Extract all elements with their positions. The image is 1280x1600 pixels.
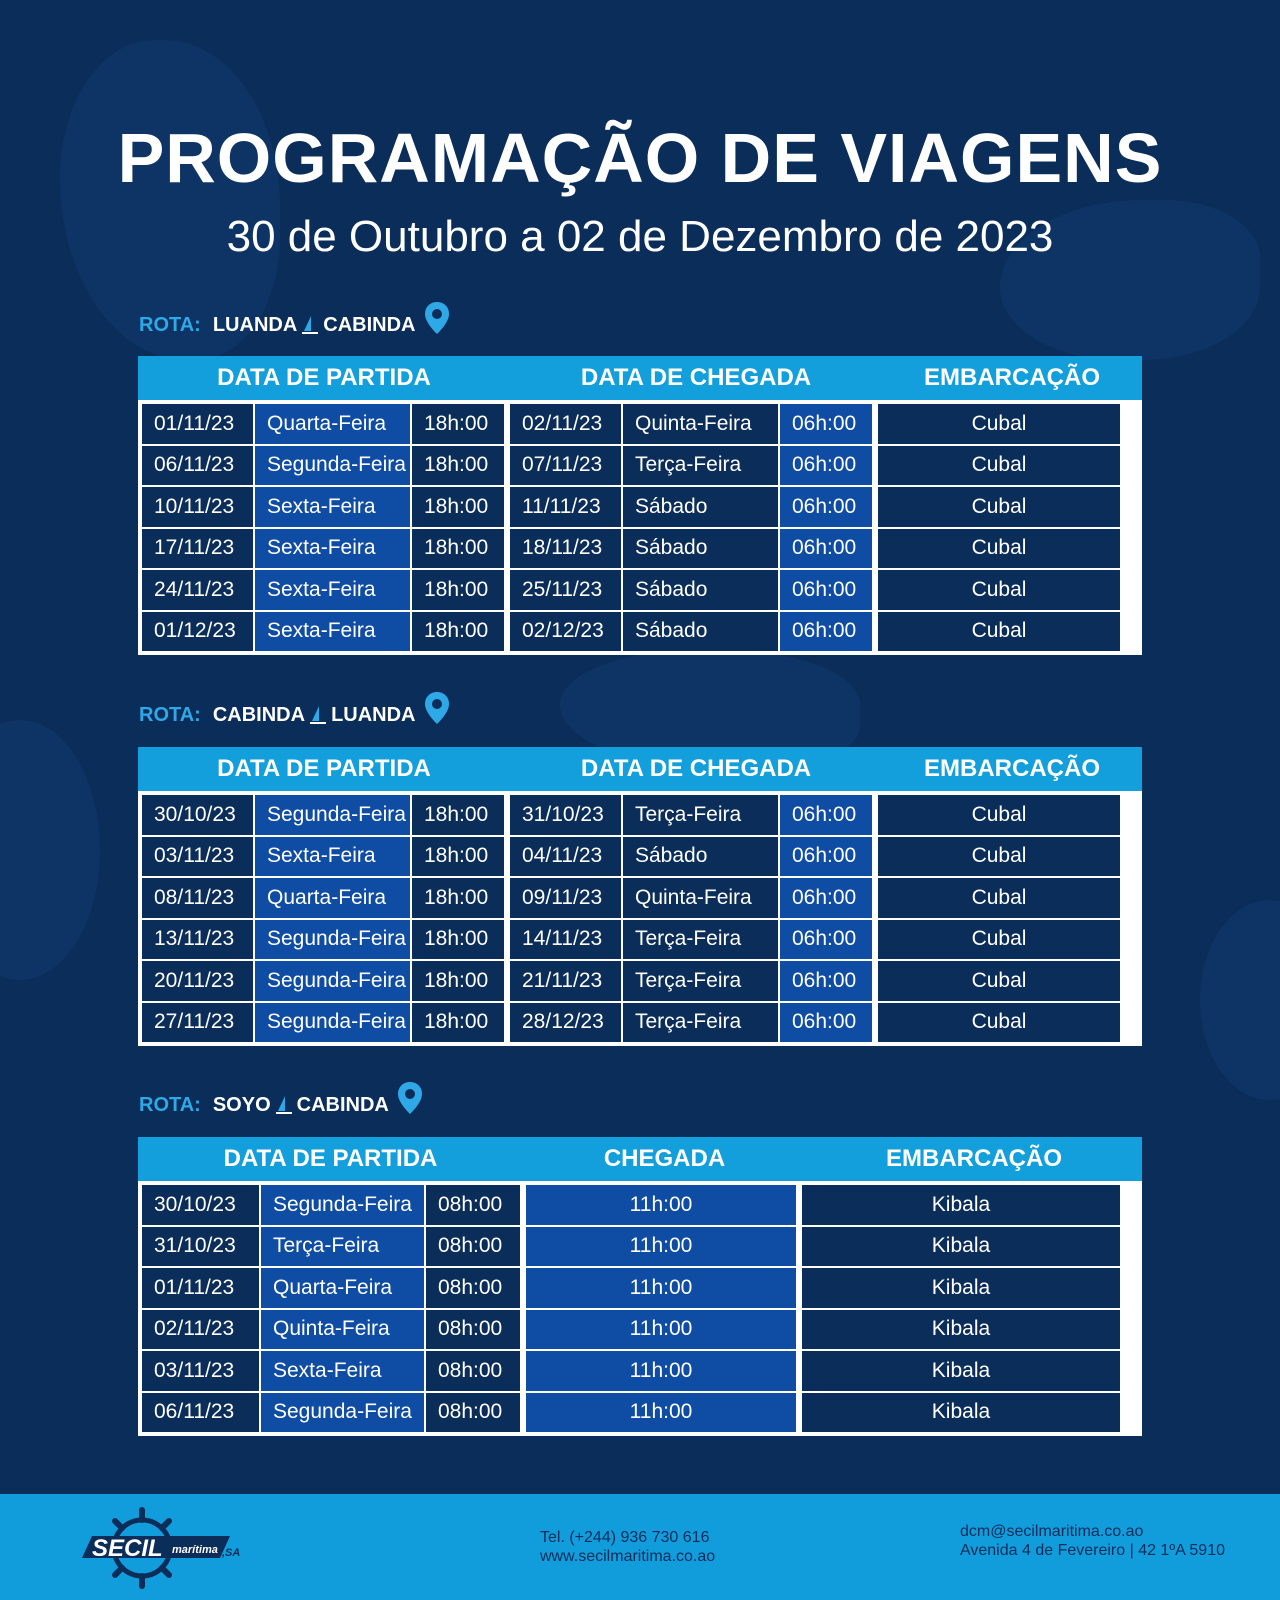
schedule-table xyxy=(138,747,1142,1046)
contact-email-address xyxy=(960,1522,1225,1560)
table-row xyxy=(878,878,1120,918)
table-row xyxy=(878,446,1120,486)
departure-weekday: Quarta-Feira xyxy=(261,1268,424,1308)
table-row xyxy=(142,878,504,918)
vessel-name: Cubal xyxy=(878,487,1120,527)
table-row xyxy=(526,1393,796,1433)
cell-group xyxy=(142,795,504,1042)
arrival-weekday: Terça-Feira xyxy=(623,920,778,960)
arrival-time: 11h:00 xyxy=(526,1393,796,1433)
table-row xyxy=(142,570,504,610)
departure-date: 13/11/23 xyxy=(142,920,253,960)
departure-time: 08h:00 xyxy=(426,1393,520,1433)
departure-weekday: Segunda-Feira xyxy=(261,1393,424,1433)
arrival-time: 06h:00 xyxy=(780,404,872,444)
table-row xyxy=(802,1351,1120,1391)
departure-time: 18h:00 xyxy=(412,570,504,610)
table-row xyxy=(802,1310,1120,1350)
table-row xyxy=(510,920,872,960)
table-header xyxy=(138,1137,1142,1181)
table-row xyxy=(878,570,1120,610)
arrival-date: 18/11/23 xyxy=(510,529,621,569)
arrival-time: 11h:00 xyxy=(526,1351,796,1391)
departure-time: 08h:00 xyxy=(426,1351,520,1391)
header-arrival: CHEGADA xyxy=(603,1145,726,1172)
route-label: ROTA: xyxy=(139,703,201,726)
departure-weekday: Sexta-Feira xyxy=(255,487,410,527)
table-row xyxy=(510,529,872,569)
table-row xyxy=(510,446,872,486)
departure-weekday: Quarta-Feira xyxy=(255,404,410,444)
schedule-table xyxy=(138,1137,1142,1436)
departure-time: 18h:00 xyxy=(412,487,504,527)
arrival-date: 28/12/23 xyxy=(510,1003,621,1043)
cell-group xyxy=(878,795,1120,1042)
vessel-name: Kibala xyxy=(802,1310,1120,1350)
table-row xyxy=(802,1227,1120,1267)
cell-group xyxy=(142,1185,520,1432)
table-row xyxy=(526,1268,796,1308)
departure-date: 06/11/23 xyxy=(142,1393,259,1433)
table-row xyxy=(142,1351,520,1391)
table-row xyxy=(878,961,1120,1001)
table-row xyxy=(142,404,504,444)
table-row xyxy=(510,795,872,835)
header-arrival: DATA DE CHEGADA xyxy=(580,364,812,391)
route-heading xyxy=(139,695,450,735)
route-destination: LUANDA xyxy=(331,703,416,726)
cell-group xyxy=(510,404,872,651)
table-row xyxy=(142,487,504,527)
departure-date: 03/11/23 xyxy=(142,1351,259,1391)
header-departure: DATA DE PARTIDA xyxy=(217,755,431,782)
vessel-name: Kibala xyxy=(802,1185,1120,1225)
departure-date: 01/11/23 xyxy=(142,404,253,444)
arrival-weekday: Sábado xyxy=(623,612,778,652)
table-row xyxy=(510,487,872,527)
table-row xyxy=(142,529,504,569)
cell-group xyxy=(142,404,504,651)
arrival-weekday: Terça-Feira xyxy=(623,961,778,1001)
table-row xyxy=(526,1185,796,1225)
departure-date: 01/11/23 xyxy=(142,1268,259,1308)
header-vessel: EMBARCAÇÃO xyxy=(886,1145,1062,1172)
address-text: Avenida 4 de Fevereiro | 42 1ºA 5910 xyxy=(960,1542,1225,1559)
table-body xyxy=(138,400,1142,655)
departure-time: 18h:00 xyxy=(412,404,504,444)
table-row xyxy=(526,1310,796,1350)
route-label: ROTA: xyxy=(139,1093,201,1116)
logo-subtext: marítima xyxy=(172,1544,218,1556)
arrival-weekday: Terça-Feira xyxy=(623,1003,778,1043)
background-shape xyxy=(1200,900,1280,1100)
vessel-name: Cubal xyxy=(878,878,1120,918)
header-vessel: EMBARCAÇÃO xyxy=(924,364,1100,391)
sailboat-icon xyxy=(299,314,321,336)
arrival-time: 06h:00 xyxy=(780,487,872,527)
departure-weekday: Segunda-Feira xyxy=(255,920,410,960)
arrival-time: 11h:00 xyxy=(526,1185,796,1225)
departure-weekday: Segunda-Feira xyxy=(255,446,410,486)
arrival-date: 31/10/23 xyxy=(510,795,621,835)
table-row xyxy=(510,878,872,918)
cell-group xyxy=(526,1185,796,1432)
vessel-name: Cubal xyxy=(878,612,1120,652)
header-vessel: EMBARCAÇÃO xyxy=(924,755,1100,782)
table-row xyxy=(142,1185,520,1225)
departure-date: 08/11/23 xyxy=(142,878,253,918)
arrival-time: 06h:00 xyxy=(780,795,872,835)
arrival-date: 25/11/23 xyxy=(510,570,621,610)
departure-weekday: Terça-Feira xyxy=(261,1227,424,1267)
departure-weekday: Sexta-Feira xyxy=(255,570,410,610)
table-row xyxy=(142,446,504,486)
departure-time: 18h:00 xyxy=(412,529,504,569)
arrival-date: 07/11/23 xyxy=(510,446,621,486)
table-row xyxy=(142,612,504,652)
route-origin: LUANDA xyxy=(212,313,298,336)
arrival-date: 02/11/23 xyxy=(510,404,621,444)
table-row xyxy=(802,1268,1120,1308)
arrival-date: 04/11/23 xyxy=(510,837,621,877)
arrival-time: 06h:00 xyxy=(780,961,872,1001)
arrival-weekday: Quinta-Feira xyxy=(623,878,778,918)
vessel-name: Cubal xyxy=(878,795,1120,835)
departure-time: 18h:00 xyxy=(412,795,504,835)
footer xyxy=(0,1494,1280,1600)
departure-time: 18h:00 xyxy=(412,612,504,652)
schedule-table xyxy=(138,356,1142,655)
vessel-name: Cubal xyxy=(878,529,1120,569)
logo-suffix: ,SA xyxy=(222,1547,241,1559)
table-row xyxy=(510,570,872,610)
arrival-date: 02/12/23 xyxy=(510,612,621,652)
arrival-weekday: Sábado xyxy=(623,529,778,569)
vessel-name: Cubal xyxy=(878,570,1120,610)
vessel-name: Kibala xyxy=(802,1227,1120,1267)
table-header xyxy=(138,356,1142,400)
route-heading xyxy=(139,1085,423,1125)
table-row xyxy=(142,795,504,835)
table-row xyxy=(142,1003,504,1043)
route-destination: CABINDA xyxy=(323,313,416,336)
contact-phone-web xyxy=(540,1528,715,1566)
departure-weekday: Sexta-Feira xyxy=(255,837,410,877)
table-row xyxy=(510,612,872,652)
table-row xyxy=(510,1003,872,1043)
header-departure: DATA DE PARTIDA xyxy=(223,1145,438,1172)
arrival-time: 11h:00 xyxy=(526,1310,796,1350)
departure-weekday: Segunda-Feira xyxy=(261,1185,424,1225)
departure-date: 31/10/23 xyxy=(142,1227,259,1267)
table-body xyxy=(138,1181,1142,1436)
departure-date: 24/11/23 xyxy=(142,570,253,610)
table-row xyxy=(526,1351,796,1391)
table-row xyxy=(142,1268,520,1308)
header-departure: DATA DE PARTIDA xyxy=(217,364,431,391)
table-row xyxy=(142,1393,520,1433)
arrival-weekday: Sábado xyxy=(623,837,778,877)
table-row xyxy=(526,1227,796,1267)
departure-date: 27/11/23 xyxy=(142,1003,253,1043)
departure-time: 18h:00 xyxy=(412,446,504,486)
departure-date: 20/11/23 xyxy=(142,961,253,1001)
departure-time: 18h:00 xyxy=(412,961,504,1001)
vessel-name: Cubal xyxy=(878,404,1120,444)
departure-time: 18h:00 xyxy=(412,920,504,960)
departure-time: 08h:00 xyxy=(426,1268,520,1308)
arrival-time: 06h:00 xyxy=(780,529,872,569)
departure-date: 01/12/23 xyxy=(142,612,253,652)
vessel-name: Cubal xyxy=(878,1003,1120,1043)
departure-weekday: Quarta-Feira xyxy=(255,878,410,918)
sailboat-icon xyxy=(273,1094,295,1116)
departure-weekday: Sexta-Feira xyxy=(261,1351,424,1391)
arrival-weekday: Sábado xyxy=(623,487,778,527)
vessel-name: Cubal xyxy=(878,837,1120,877)
departure-date: 10/11/23 xyxy=(142,487,253,527)
table-row xyxy=(878,795,1120,835)
arrival-time: 11h:00 xyxy=(526,1268,796,1308)
page-title: PROGRAMAÇÃO DE VIAGENS xyxy=(117,119,1163,197)
arrival-weekday: Terça-Feira xyxy=(623,795,778,835)
background-shape xyxy=(0,720,100,980)
arrival-weekday: Terça-Feira xyxy=(623,446,778,486)
table-row xyxy=(878,404,1120,444)
departure-time: 18h:00 xyxy=(412,837,504,877)
table-row xyxy=(142,1310,520,1350)
table-row xyxy=(878,837,1120,877)
arrival-date: 21/11/23 xyxy=(510,961,621,1001)
departure-weekday: Segunda-Feira xyxy=(255,1003,410,1043)
departure-time: 08h:00 xyxy=(426,1227,520,1267)
table-row xyxy=(510,404,872,444)
route-origin: CABINDA xyxy=(212,703,306,726)
table-body xyxy=(138,791,1142,1046)
company-logo xyxy=(80,1506,250,1590)
phone-text: Tel. (+244) 936 730 616 xyxy=(540,1529,710,1546)
departure-time: 08h:00 xyxy=(426,1185,520,1225)
table-row xyxy=(142,837,504,877)
cell-group xyxy=(510,795,872,1042)
arrival-time: 06h:00 xyxy=(780,612,872,652)
table-row xyxy=(878,920,1120,960)
arrival-date: 11/11/23 xyxy=(510,487,621,527)
arrival-weekday: Sábado xyxy=(623,570,778,610)
table-row xyxy=(802,1185,1120,1225)
table-row xyxy=(510,837,872,877)
header-arrival: DATA DE CHEGADA xyxy=(580,755,812,782)
vessel-name: Kibala xyxy=(802,1268,1120,1308)
vessel-name: Cubal xyxy=(878,446,1120,486)
sailboat-icon xyxy=(307,704,329,726)
departure-weekday: Sexta-Feira xyxy=(255,529,410,569)
table-row xyxy=(142,961,504,1001)
location-pin-icon xyxy=(424,691,450,725)
arrival-time: 06h:00 xyxy=(780,920,872,960)
email-link[interactable]: dcm@secilmaritima.co.ao xyxy=(960,1523,1144,1540)
departure-weekday: Segunda-Feira xyxy=(255,961,410,1001)
website-link[interactable]: www.secilmaritima.co.ao xyxy=(540,1548,716,1565)
table-header xyxy=(138,747,1142,791)
table-row xyxy=(878,612,1120,652)
table-row xyxy=(142,920,504,960)
route-destination: CABINDA xyxy=(296,1093,389,1116)
vessel-name: Cubal xyxy=(878,920,1120,960)
departure-weekday: Sexta-Feira xyxy=(255,612,410,652)
departure-time: 18h:00 xyxy=(412,878,504,918)
cell-group xyxy=(878,404,1120,651)
arrival-weekday: Quinta-Feira xyxy=(623,404,778,444)
location-pin-icon xyxy=(424,301,450,335)
logo-text: SECIL xyxy=(92,1535,163,1562)
departure-date: 17/11/23 xyxy=(142,529,253,569)
cell-group xyxy=(802,1185,1120,1432)
departure-time: 18h:00 xyxy=(412,1003,504,1043)
departure-date: 03/11/23 xyxy=(142,837,253,877)
table-row xyxy=(878,529,1120,569)
vessel-name: Cubal xyxy=(878,961,1120,1001)
arrival-time: 06h:00 xyxy=(780,446,872,486)
arrival-date: 14/11/23 xyxy=(510,920,621,960)
departure-date: 30/10/23 xyxy=(142,795,253,835)
departure-date: 02/11/23 xyxy=(142,1310,259,1350)
departure-date: 06/11/23 xyxy=(142,446,253,486)
arrival-date: 09/11/23 xyxy=(510,878,621,918)
page-subtitle: 30 de Outubro a 02 de Dezembro de 2023 xyxy=(226,212,1054,261)
departure-date: 30/10/23 xyxy=(142,1185,259,1225)
table-row xyxy=(878,487,1120,527)
table-row xyxy=(878,1003,1120,1043)
arrival-time: 06h:00 xyxy=(780,570,872,610)
departure-weekday: Quinta-Feira xyxy=(261,1310,424,1350)
route-heading xyxy=(139,305,450,345)
location-pin-icon xyxy=(397,1081,423,1115)
vessel-name: Kibala xyxy=(802,1351,1120,1391)
route-origin: SOYO xyxy=(212,1093,271,1116)
route-label: ROTA: xyxy=(139,313,201,336)
arrival-time: 06h:00 xyxy=(780,1003,872,1043)
arrival-time: 11h:00 xyxy=(526,1227,796,1267)
departure-weekday: Segunda-Feira xyxy=(255,795,410,835)
arrival-time: 06h:00 xyxy=(780,837,872,877)
table-row xyxy=(802,1393,1120,1433)
vessel-name: Kibala xyxy=(802,1393,1120,1433)
arrival-time: 06h:00 xyxy=(780,878,872,918)
departure-time: 08h:00 xyxy=(426,1310,520,1350)
table-row xyxy=(142,1227,520,1267)
table-row xyxy=(510,961,872,1001)
